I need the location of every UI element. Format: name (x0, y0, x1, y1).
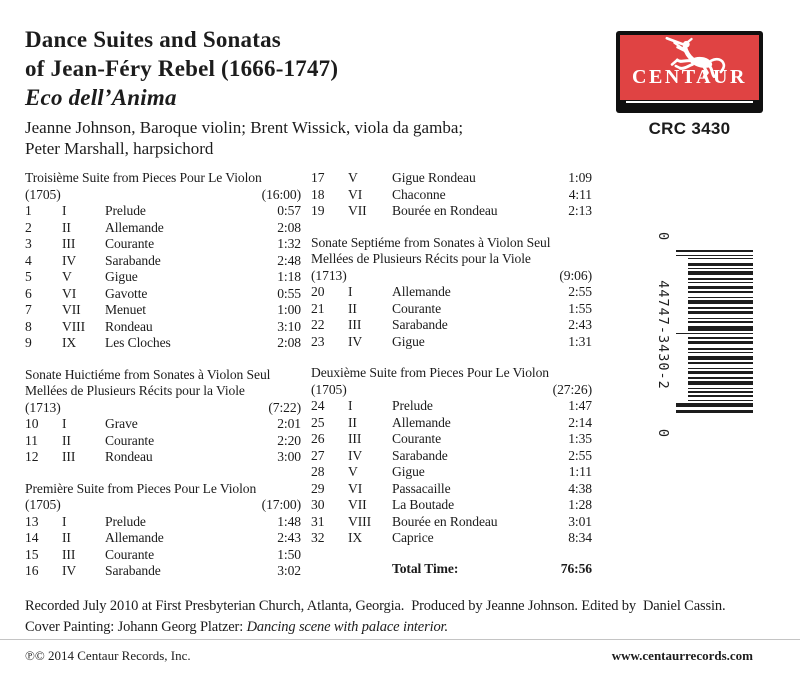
track-title: Les Cloches (105, 335, 171, 350)
track-movement-numeral: III (62, 449, 76, 464)
track-time: 1:48 (277, 513, 301, 529)
barcode-bar (688, 371, 753, 374)
track-number: 7 (25, 302, 32, 317)
track-time: 1:28 (568, 497, 592, 512)
track-movement-numeral: VII (62, 302, 81, 317)
track-number: 2 (25, 219, 32, 235)
track-row (25, 253, 301, 270)
track-row (25, 563, 301, 580)
barcode-bar (688, 326, 753, 331)
barcode-bar (688, 282, 753, 283)
barcode-bar (688, 307, 753, 309)
divider-rule (0, 639, 800, 640)
track-movement-numeral: III (62, 546, 76, 562)
track-row (25, 236, 301, 253)
section-meta (311, 268, 592, 285)
track-movement-numeral: I (62, 416, 67, 431)
track-movement-numeral: V (348, 464, 358, 479)
track-title: Prelude (105, 203, 146, 218)
track-movement-numeral: II (348, 300, 357, 316)
track-row (25, 220, 301, 237)
cover-painting-title: Dancing scene with palace interior. (246, 618, 448, 635)
track-time: 0:57 (277, 203, 301, 218)
track-movement-numeral: II (62, 432, 71, 448)
track-number: 13 (25, 513, 39, 529)
album-title-block (25, 25, 338, 112)
track-title: Sarabande (392, 317, 448, 332)
track-title: La Boutade (392, 497, 455, 512)
track-number: 16 (25, 563, 39, 578)
section-meta (25, 400, 301, 417)
track-number: 30 (311, 497, 325, 512)
track-title: Gigue (392, 464, 425, 479)
website: www.centaurrecords.com (611, 648, 753, 663)
copyright: ℗© 2014 Centaur Records, Inc. (25, 648, 191, 663)
section-title: Troisième Suite from Pieces Pour Le Violon (25, 170, 262, 185)
catalog-number: CRC 3430 (648, 119, 731, 138)
barcode-bar (688, 263, 753, 266)
album-title-line2: of Jean-Féry Rebel (1666-1747) (25, 56, 339, 81)
track-number: 21 (311, 300, 325, 316)
track-section (311, 365, 592, 547)
track-movement-numeral: VII (348, 203, 367, 218)
track-movement-numeral: VII (348, 497, 367, 512)
track-row (25, 319, 301, 336)
track-number: 28 (311, 464, 325, 479)
track-number: 32 (311, 530, 325, 545)
track-title: Sarabande (392, 447, 448, 463)
track-number: 14 (25, 530, 39, 545)
track-movement-numeral: IV (62, 563, 77, 578)
performers (25, 117, 463, 159)
track-title: Grave (105, 416, 138, 431)
track-time: 2:14 (568, 414, 592, 430)
track-time: 0:55 (277, 285, 301, 301)
total-time-label: Total Time: (392, 560, 459, 576)
track-section (25, 170, 301, 352)
track-number: 22 (311, 317, 325, 332)
track-number: 4 (25, 252, 32, 268)
track-number: 15 (25, 546, 39, 562)
track-time: 1:50 (277, 546, 301, 562)
track-number: 18 (311, 186, 325, 202)
barcode-bar (688, 318, 753, 319)
track-row (311, 497, 592, 514)
track-movement-numeral: VI (62, 285, 77, 301)
track-movement-numeral: V (62, 269, 72, 284)
track-time: 2:08 (277, 335, 301, 350)
track-row (25, 335, 301, 352)
track-row (311, 334, 592, 351)
track-row (311, 415, 592, 432)
section-title: Mellées de Plusieurs Récits pour la Viole (25, 383, 245, 398)
track-section (25, 367, 301, 466)
track-row (311, 448, 592, 465)
track-title: Courante (105, 546, 155, 562)
section-title: Sonate Huictiéme from Sonates à Violon Seul (25, 366, 271, 382)
track-movement-numeral: III (348, 317, 362, 332)
track-time: 2:01 (277, 416, 301, 431)
track-movement-numeral: II (348, 414, 357, 430)
track-time: 4:38 (568, 480, 592, 496)
track-time: 1:18 (277, 269, 301, 284)
barcode-bar (688, 286, 753, 289)
track-title: Allemande (392, 414, 451, 430)
track-title: Rondeau (105, 449, 153, 464)
section-duration: (17:00) (261, 497, 301, 512)
track-row (311, 284, 592, 301)
barcode-bar (688, 352, 753, 353)
total-time-spacer (311, 561, 392, 578)
track-title: Caprice (392, 530, 434, 545)
track-title: Gigue Rondeau (392, 170, 476, 185)
track-number: 5 (25, 269, 32, 284)
track-title: Gigue (392, 333, 425, 349)
barcode-bar (688, 395, 753, 397)
barcode-bar (676, 403, 753, 407)
track-title: Courante (105, 432, 155, 448)
track-time: 2:43 (568, 317, 592, 332)
track-row (25, 302, 301, 319)
track-movement-numeral: III (62, 236, 76, 251)
track-row (311, 301, 592, 318)
barcode-bar (688, 348, 753, 350)
barcode-digits-main: 44747-3430-2 (655, 280, 671, 390)
track-row (311, 203, 592, 220)
barcode-bar (688, 362, 753, 364)
track-section (25, 481, 301, 580)
cover-painting-label: Cover Painting: Johann Georg Platzer: (25, 618, 247, 635)
track-time: 1:47 (568, 398, 592, 413)
track-number: 9 (25, 335, 32, 350)
track-row (311, 514, 592, 531)
track-row (311, 481, 592, 498)
performers-line1: Jeanne Johnson, Baroque violin; Brent Wissick, viola da gamba; (25, 118, 464, 137)
tracklist-right-column (311, 170, 592, 577)
track-title: Allemande (392, 284, 451, 299)
track-title: Gavotte (105, 285, 148, 301)
track-row (25, 514, 301, 531)
track-time: 3:00 (277, 449, 301, 464)
barcode-bar (676, 333, 753, 334)
track-row (25, 530, 301, 547)
track-number: 8 (25, 318, 32, 334)
track-title: Rondeau (105, 318, 153, 334)
track-row (25, 547, 301, 564)
barcode-bar (688, 311, 753, 314)
track-movement-numeral: IV (348, 447, 363, 463)
track-movement-numeral: V (348, 170, 358, 185)
track-movement-numeral: IX (62, 335, 77, 350)
track-movement-numeral: IV (62, 252, 77, 268)
track-number: 1 (25, 203, 32, 218)
section-duration: (9:06) (559, 267, 592, 283)
section-duration: (16:00) (261, 186, 301, 202)
barcode-bar (688, 297, 753, 298)
track-movement-numeral: VI (348, 186, 363, 202)
album-title-line1: Dance Suites and Sonatas (25, 27, 281, 52)
track-title: Allemande (105, 530, 164, 545)
track-number: 25 (311, 414, 325, 430)
track-time: 3:10 (277, 318, 301, 334)
barcode-bar (688, 300, 753, 304)
section-meta (25, 187, 301, 204)
track-time: 1:11 (568, 464, 592, 479)
track-time: 2:43 (277, 530, 301, 545)
barcode-bar (688, 381, 753, 385)
track-title: Sarabande (105, 563, 161, 578)
barcode-bar (688, 291, 753, 293)
track-number: 6 (25, 285, 32, 301)
barcode-bar (688, 258, 753, 259)
track-title: Menuet (105, 302, 146, 317)
track-row (25, 416, 301, 433)
track-time: 1:55 (568, 300, 592, 316)
barcode-bar (688, 271, 753, 275)
track-title: Prelude (392, 398, 433, 413)
track-section (311, 235, 592, 351)
barcode-bar (688, 368, 753, 369)
logo-red-field (620, 35, 759, 100)
track-time: 2:48 (277, 252, 301, 268)
barcode-bar (688, 268, 753, 269)
credits (25, 596, 725, 637)
track-row (25, 269, 301, 286)
section-meta (25, 497, 301, 514)
track-movement-numeral: VI (348, 480, 363, 496)
barcode-bar (676, 410, 753, 413)
track-number: 19 (311, 203, 325, 218)
label-name: CENTAUR (632, 66, 747, 88)
total-time-row (311, 561, 592, 578)
section-year: (1705) (311, 381, 347, 397)
barcode-number (654, 232, 672, 438)
barcode-bars (676, 250, 753, 413)
track-movement-numeral: VIII (348, 513, 371, 529)
track-time: 4:11 (568, 186, 592, 202)
track-movement-numeral: I (348, 398, 353, 413)
track-time: 2:55 (568, 447, 592, 463)
track-time: 8:34 (568, 530, 592, 545)
barcode-bar (688, 278, 753, 280)
track-movement-numeral: VIII (62, 318, 85, 334)
track-title: Passacaille (392, 480, 451, 496)
section-title: Deuxième Suite from Pieces Pour Le Violon (311, 365, 549, 380)
track-time: 2:08 (277, 219, 301, 235)
track-row (311, 530, 592, 547)
centaur-logo (616, 31, 763, 113)
track-time: 1:00 (277, 302, 301, 317)
track-row (25, 433, 301, 450)
track-row (25, 449, 301, 466)
track-time: 3:02 (277, 563, 301, 578)
track-time: 1:31 (568, 333, 592, 349)
barcode-bar (688, 321, 753, 323)
track-title: Bourée en Rondeau (392, 513, 498, 529)
track-time: 2:13 (568, 203, 592, 218)
track-movement-numeral: IV (348, 333, 363, 349)
track-time: 1:09 (568, 170, 592, 185)
section-duration: (7:22) (268, 399, 301, 415)
track-time: 3:01 (568, 513, 592, 529)
track-title: Chaconne (392, 186, 446, 202)
barcode-bar (688, 337, 753, 339)
album-subtitle: Eco dell’Anima (25, 85, 177, 110)
barcode-bar (676, 250, 753, 252)
track-number: 27 (311, 447, 325, 463)
barcode-bar (688, 391, 753, 393)
track-number: 26 (311, 431, 325, 446)
track-movement-numeral: I (62, 203, 67, 218)
track-title: Gigue (105, 269, 138, 284)
track-title: Allemande (105, 219, 164, 235)
track-title: Courante (105, 236, 155, 251)
track-number: 29 (311, 480, 325, 496)
barcode-bar (688, 400, 753, 401)
section-title: Première Suite from Pieces Pour Le Violon (25, 480, 257, 496)
track-time: 2:20 (277, 432, 301, 448)
track-movement-numeral: I (348, 284, 353, 299)
track-movement-numeral: I (62, 513, 67, 529)
section-year: (1705) (25, 497, 61, 512)
track-time: 2:55 (568, 284, 592, 299)
track-row (311, 464, 592, 481)
section-duration: (27:26) (552, 381, 592, 397)
section-meta (311, 382, 592, 399)
track-movement-numeral: IX (348, 530, 363, 545)
tracklist-left-column (25, 170, 301, 580)
track-number: 23 (311, 333, 325, 349)
track-row (311, 317, 592, 334)
track-row (311, 431, 592, 448)
logo-underline (626, 101, 753, 104)
track-row (311, 187, 592, 204)
track-row (311, 398, 592, 415)
track-title: Courante (392, 431, 442, 446)
track-section (311, 170, 592, 220)
track-movement-numeral: III (348, 431, 362, 446)
track-time: 1:35 (568, 431, 592, 446)
barcode-bar (688, 341, 753, 344)
track-number: 10 (25, 416, 39, 431)
recording-credits: Recorded July 2010 at First Presbyterian Church, Atlanta, Georgia. Produced by Jeanne Johnson. Edited by Daniel Cassin. (25, 598, 726, 614)
track-time: 1:32 (277, 236, 301, 251)
barcode-bar (688, 377, 753, 379)
barcode-digit-bottom: 0 (655, 428, 671, 438)
section-year: (1713) (25, 399, 61, 415)
track-number: 24 (311, 398, 325, 413)
track-number: 12 (25, 449, 39, 464)
track-movement-numeral: II (62, 530, 71, 545)
track-number: 31 (311, 513, 325, 529)
section-year: (1713) (311, 267, 347, 283)
track-title: Sarabande (105, 252, 161, 268)
track-row (25, 286, 301, 303)
track-number: 11 (25, 432, 38, 448)
section-title: Mellées de Plusieurs Récits pour la Viole (311, 251, 531, 266)
track-title: Prelude (105, 513, 146, 529)
track-movement-numeral: II (62, 219, 71, 235)
track-number: 17 (311, 170, 325, 185)
cover-painting-credit (25, 617, 725, 638)
total-time-value: 76:56 (560, 560, 592, 576)
performers-line2: Peter Marshall, harpsichord (25, 139, 214, 158)
barcode-bar (688, 356, 753, 360)
section-year: (1705) (25, 186, 61, 202)
track-row (311, 170, 592, 187)
section-title: Sonate Septiéme from Sonates à Violon Seul (311, 234, 551, 250)
barcode-digit-top: 0 (655, 232, 671, 242)
barcode-bar (688, 388, 753, 389)
track-title: Bourée en Rondeau (392, 203, 498, 218)
track-number: 3 (25, 236, 32, 251)
track-title: Courante (392, 300, 442, 316)
barcode-bar (676, 255, 753, 256)
track-number: 20 (311, 284, 325, 299)
track-row (25, 203, 301, 220)
